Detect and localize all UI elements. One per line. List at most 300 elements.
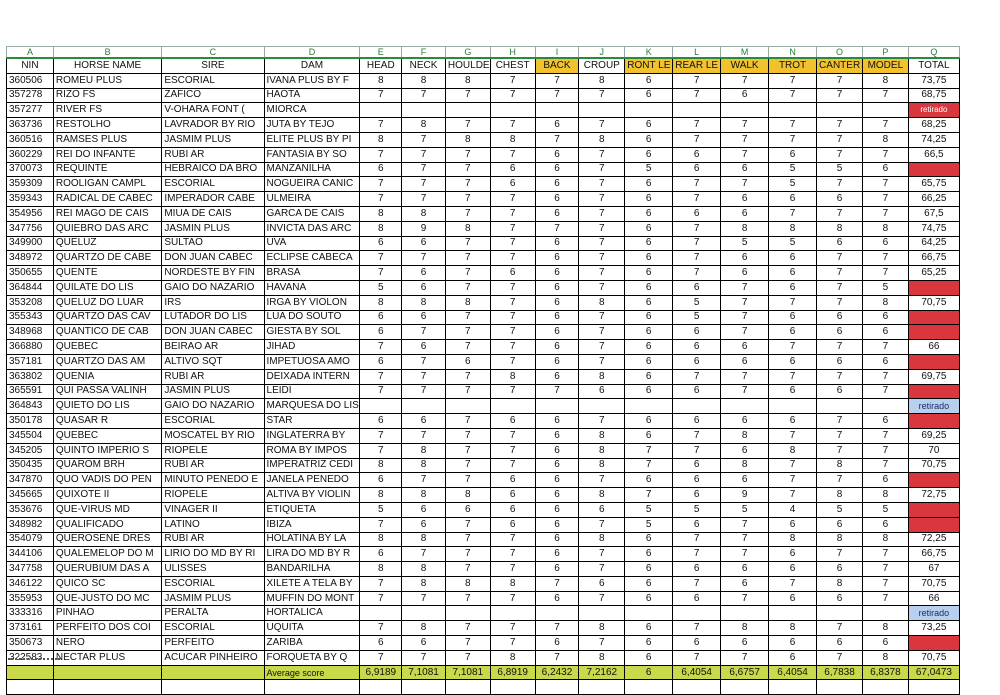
- table-cell[interactable]: 5: [769, 162, 817, 177]
- table-cell[interactable]: 7: [490, 310, 535, 325]
- table-cell[interactable]: [402, 606, 446, 621]
- table-cell[interactable]: 7: [817, 177, 863, 192]
- table-cell[interactable]: 7: [490, 118, 535, 133]
- table-cell[interactable]: 6: [535, 636, 579, 651]
- table-cell[interactable]: 7: [445, 636, 490, 651]
- table-cell[interactable]: 7: [490, 384, 535, 399]
- total-cell[interactable]: [908, 473, 959, 488]
- table-cell[interactable]: JIHAD: [264, 340, 360, 355]
- table-cell[interactable]: [360, 606, 402, 621]
- table-cell[interactable]: GIESTA BY SOL: [264, 325, 360, 340]
- table-cell[interactable]: 345205: [7, 443, 54, 458]
- table-cell[interactable]: [402, 680, 446, 695]
- table-cell[interactable]: QUIXOTE II: [53, 488, 161, 503]
- table-cell[interactable]: 6: [862, 162, 908, 177]
- table-cell[interactable]: PINHAO: [53, 606, 161, 621]
- table-cell[interactable]: 7: [445, 251, 490, 266]
- table-cell[interactable]: QUILATE DO LIS: [53, 280, 161, 295]
- table-cell[interactable]: 5: [625, 502, 673, 517]
- table-cell[interactable]: 6: [625, 88, 673, 103]
- table-cell[interactable]: IMPERADOR CABE: [162, 192, 264, 207]
- table-cell[interactable]: 7: [360, 251, 402, 266]
- average-value[interactable]: 6,8919: [490, 665, 535, 680]
- table-cell[interactable]: QUEBEC: [53, 428, 161, 443]
- table-cell[interactable]: 6: [673, 562, 721, 577]
- table-cell[interactable]: 8: [360, 206, 402, 221]
- table-cell[interactable]: 8: [445, 576, 490, 591]
- total-cell[interactable]: 72,25: [908, 532, 959, 547]
- table-cell[interactable]: 6: [625, 251, 673, 266]
- table-cell[interactable]: 7: [862, 88, 908, 103]
- table-cell[interactable]: 6: [535, 147, 579, 162]
- table-cell[interactable]: 6: [625, 414, 673, 429]
- table-cell[interactable]: 6: [673, 206, 721, 221]
- table-cell[interactable]: 7: [360, 576, 402, 591]
- table-cell[interactable]: 7: [721, 280, 769, 295]
- table-cell[interactable]: 6: [769, 650, 817, 665]
- table-cell[interactable]: LIRA DO MD BY R: [264, 547, 360, 562]
- average-value[interactable]: 6,8378: [862, 665, 908, 680]
- table-cell[interactable]: QUICO SC: [53, 576, 161, 591]
- table-cell[interactable]: 7: [445, 621, 490, 636]
- table-cell[interactable]: 5: [721, 236, 769, 251]
- table-cell[interactable]: 8: [579, 295, 625, 310]
- average-value[interactable]: 6,4054: [769, 665, 817, 680]
- table-cell[interactable]: 8: [862, 221, 908, 236]
- table-cell[interactable]: [769, 399, 817, 414]
- table-cell[interactable]: 7: [490, 562, 535, 577]
- table-cell[interactable]: 4: [769, 502, 817, 517]
- table-cell[interactable]: 7: [490, 591, 535, 606]
- table-cell[interactable]: 6: [535, 354, 579, 369]
- table-cell[interactable]: 8: [360, 295, 402, 310]
- table-cell[interactable]: 7: [402, 384, 446, 399]
- table-cell[interactable]: 8: [402, 458, 446, 473]
- table-cell[interactable]: 355953: [7, 591, 54, 606]
- table-cell[interactable]: 6: [769, 547, 817, 562]
- table-cell[interactable]: 7: [579, 547, 625, 562]
- table-cell[interactable]: [625, 680, 673, 695]
- table-cell[interactable]: ESCORIAL: [162, 177, 264, 192]
- table-cell[interactable]: 7: [445, 428, 490, 443]
- table-cell[interactable]: 6: [625, 428, 673, 443]
- table-cell[interactable]: 6: [721, 340, 769, 355]
- table-cell[interactable]: [402, 399, 446, 414]
- table-cell[interactable]: 7: [769, 369, 817, 384]
- column-header[interactable]: SIRE: [162, 58, 264, 73]
- column-header[interactable]: NECK: [402, 58, 446, 73]
- table-cell[interactable]: [673, 399, 721, 414]
- table-cell[interactable]: HOLATINA BY LA: [264, 532, 360, 547]
- total-cell[interactable]: 70,75: [908, 576, 959, 591]
- table-cell[interactable]: FORQUETA BY Q: [264, 650, 360, 665]
- table-cell[interactable]: [360, 103, 402, 118]
- table-cell[interactable]: 6: [862, 414, 908, 429]
- table-cell[interactable]: QUAROM BRH: [53, 458, 161, 473]
- table-cell[interactable]: 6: [817, 636, 863, 651]
- table-cell[interactable]: 6: [862, 354, 908, 369]
- table-cell[interactable]: 7: [817, 443, 863, 458]
- table-cell[interactable]: ULISSES: [162, 562, 264, 577]
- table-cell[interactable]: 350655: [7, 266, 54, 281]
- table-cell[interactable]: 7: [445, 547, 490, 562]
- total-cell[interactable]: 65,75: [908, 177, 959, 192]
- table-cell[interactable]: 7: [673, 428, 721, 443]
- table-cell[interactable]: UQUITA: [264, 621, 360, 636]
- column-header[interactable]: RONT LE: [625, 58, 673, 73]
- total-cell[interactable]: 73,75: [908, 73, 959, 88]
- table-cell[interactable]: [625, 606, 673, 621]
- table-cell[interactable]: GARCA DE CAIS: [264, 206, 360, 221]
- table-cell[interactable]: 8: [402, 118, 446, 133]
- table-cell[interactable]: 7: [402, 251, 446, 266]
- table-cell[interactable]: 6: [535, 369, 579, 384]
- table-cell[interactable]: GAIO DO NAZARIO: [162, 280, 264, 295]
- table-cell[interactable]: LIRIO DO MD BY RI: [162, 547, 264, 562]
- table-cell[interactable]: 7: [862, 458, 908, 473]
- table-cell[interactable]: 6: [535, 547, 579, 562]
- average-value[interactable]: 6: [625, 665, 673, 680]
- table-cell[interactable]: MUFFIN DO MONT: [264, 591, 360, 606]
- table-cell[interactable]: 7: [579, 236, 625, 251]
- table-cell[interactable]: [862, 399, 908, 414]
- table-cell[interactable]: 6: [721, 206, 769, 221]
- table-cell[interactable]: 7: [862, 443, 908, 458]
- table-cell[interactable]: 8: [721, 221, 769, 236]
- table-cell[interactable]: 7: [445, 206, 490, 221]
- average-value[interactable]: 7,1081: [445, 665, 490, 680]
- column-header[interactable]: CROUP: [579, 58, 625, 73]
- table-cell[interactable]: 6: [625, 280, 673, 295]
- table-cell[interactable]: 7: [721, 325, 769, 340]
- table-cell[interactable]: 7: [579, 147, 625, 162]
- average-value[interactable]: 6,2432: [535, 665, 579, 680]
- table-cell[interactable]: NOGUEIRA CANIC: [264, 177, 360, 192]
- table-cell[interactable]: 354956: [7, 206, 54, 221]
- total-cell[interactable]: [908, 502, 959, 517]
- column-header[interactable]: MODEL: [862, 58, 908, 73]
- table-cell[interactable]: 7: [721, 177, 769, 192]
- table-cell[interactable]: RAMSES PLUS: [53, 132, 161, 147]
- table-cell[interactable]: 6: [769, 147, 817, 162]
- table-cell[interactable]: 7: [445, 310, 490, 325]
- table-cell[interactable]: BEIRAO AR: [162, 340, 264, 355]
- table-cell[interactable]: 7: [862, 266, 908, 281]
- table-cell[interactable]: 7: [445, 532, 490, 547]
- table-cell[interactable]: QUEBEC: [53, 340, 161, 355]
- table-cell[interactable]: 7: [579, 340, 625, 355]
- table-cell[interactable]: REQUINTE: [53, 162, 161, 177]
- table-cell[interactable]: 6: [360, 310, 402, 325]
- table-cell[interactable]: 6: [625, 562, 673, 577]
- table-cell[interactable]: 6: [769, 280, 817, 295]
- table-cell[interactable]: ETIQUETA: [264, 502, 360, 517]
- table-cell[interactable]: 7: [721, 73, 769, 88]
- column-letter[interactable]: E: [360, 47, 402, 59]
- table-cell[interactable]: 6: [817, 236, 863, 251]
- table-cell[interactable]: 7: [490, 636, 535, 651]
- table-cell[interactable]: DON JUAN CABEC: [162, 325, 264, 340]
- table-cell[interactable]: [673, 103, 721, 118]
- table-cell[interactable]: IBIZA: [264, 517, 360, 532]
- table-cell[interactable]: 6: [673, 488, 721, 503]
- table-cell[interactable]: 7: [535, 221, 579, 236]
- table-cell[interactable]: 6: [625, 650, 673, 665]
- table-cell[interactable]: 8: [721, 621, 769, 636]
- table-cell[interactable]: 357278: [7, 88, 54, 103]
- table-cell[interactable]: [817, 103, 863, 118]
- table-cell[interactable]: 5: [625, 517, 673, 532]
- table-cell[interactable]: 6: [862, 310, 908, 325]
- column-header[interactable]: TOTAL: [908, 58, 959, 73]
- table-cell[interactable]: 7: [445, 177, 490, 192]
- column-letter[interactable]: G: [445, 47, 490, 59]
- table-cell[interactable]: 6: [625, 310, 673, 325]
- table-cell[interactable]: 8: [769, 443, 817, 458]
- table-cell[interactable]: JUTA BY TEJO: [264, 118, 360, 133]
- table-cell[interactable]: 6: [625, 369, 673, 384]
- table-cell[interactable]: 350435: [7, 458, 54, 473]
- table-cell[interactable]: 7: [445, 280, 490, 295]
- column-header[interactable]: WALK: [721, 58, 769, 73]
- table-cell[interactable]: 7: [490, 280, 535, 295]
- table-cell[interactable]: 7: [721, 517, 769, 532]
- table-cell[interactable]: QUIETO DO LIS: [53, 399, 161, 414]
- table-cell[interactable]: DON JUAN CABEC: [162, 251, 264, 266]
- table-cell[interactable]: 7: [625, 488, 673, 503]
- average-label[interactable]: Average score: [264, 665, 360, 680]
- table-cell[interactable]: [769, 680, 817, 695]
- table-cell[interactable]: INGLATERRA BY: [264, 428, 360, 443]
- table-cell[interactable]: [264, 680, 360, 695]
- table-cell[interactable]: 6: [445, 354, 490, 369]
- table-cell[interactable]: [817, 399, 863, 414]
- table-cell[interactable]: 7: [402, 162, 446, 177]
- table-cell[interactable]: LATINO: [162, 517, 264, 532]
- table-cell[interactable]: 5: [769, 236, 817, 251]
- table-cell[interactable]: REI DO INFANTE: [53, 147, 161, 162]
- table-cell[interactable]: 7: [817, 206, 863, 221]
- column-letter[interactable]: O: [817, 47, 863, 59]
- table-cell[interactable]: NECTAR PLUS: [53, 650, 161, 665]
- table-cell[interactable]: RUBI AR: [162, 369, 264, 384]
- table-cell[interactable]: 5: [769, 177, 817, 192]
- table-cell[interactable]: 7: [862, 384, 908, 399]
- table-cell[interactable]: 6: [625, 547, 673, 562]
- table-cell[interactable]: 6: [673, 517, 721, 532]
- table-cell[interactable]: 7: [402, 192, 446, 207]
- table-cell[interactable]: ESCORIAL: [162, 576, 264, 591]
- table-cell[interactable]: [579, 399, 625, 414]
- table-cell[interactable]: 7: [817, 73, 863, 88]
- table-cell[interactable]: 6: [490, 177, 535, 192]
- table-cell[interactable]: 7: [579, 88, 625, 103]
- table-cell[interactable]: 7: [535, 621, 579, 636]
- table-cell[interactable]: 7: [769, 488, 817, 503]
- table-cell[interactable]: 7: [445, 118, 490, 133]
- table-cell[interactable]: 7: [673, 621, 721, 636]
- table-cell[interactable]: 348968: [7, 325, 54, 340]
- table-cell[interactable]: 7: [535, 73, 579, 88]
- table-cell[interactable]: NORDESTE BY FIN: [162, 266, 264, 281]
- table-cell[interactable]: 7: [490, 547, 535, 562]
- table-cell[interactable]: 7: [769, 73, 817, 88]
- table-cell[interactable]: [579, 103, 625, 118]
- table-cell[interactable]: 6: [721, 266, 769, 281]
- table-cell[interactable]: ESCORIAL: [162, 621, 264, 636]
- table-cell[interactable]: 7: [402, 147, 446, 162]
- table-cell[interactable]: 7: [817, 473, 863, 488]
- table-cell[interactable]: 6: [721, 576, 769, 591]
- table-cell[interactable]: 7: [673, 118, 721, 133]
- table-cell[interactable]: 7: [445, 236, 490, 251]
- table-cell[interactable]: 6: [721, 443, 769, 458]
- table-cell[interactable]: 7: [721, 310, 769, 325]
- column-letter[interactable]: A: [7, 47, 54, 59]
- table-cell[interactable]: 7: [817, 147, 863, 162]
- table-cell[interactable]: QUARTZO DE CABE: [53, 251, 161, 266]
- table-cell[interactable]: 7: [862, 576, 908, 591]
- table-cell[interactable]: RIOPELE: [162, 488, 264, 503]
- table-cell[interactable]: 8: [445, 221, 490, 236]
- table-cell[interactable]: 6: [721, 251, 769, 266]
- table-cell[interactable]: 7: [673, 576, 721, 591]
- table-cell[interactable]: 7: [360, 88, 402, 103]
- table-cell[interactable]: [402, 103, 446, 118]
- table-cell[interactable]: MIUA DE CAIS: [162, 206, 264, 221]
- table-cell[interactable]: 7: [579, 310, 625, 325]
- table-cell[interactable]: 7: [579, 251, 625, 266]
- table-cell[interactable]: 8: [721, 458, 769, 473]
- table-cell[interactable]: ESCORIAL: [162, 414, 264, 429]
- table-cell[interactable]: 6: [535, 428, 579, 443]
- table-cell[interactable]: 7: [445, 414, 490, 429]
- table-cell[interactable]: 8: [360, 488, 402, 503]
- table-cell[interactable]: 7: [721, 132, 769, 147]
- table-cell[interactable]: 7: [721, 369, 769, 384]
- table-cell[interactable]: 7: [490, 236, 535, 251]
- column-letter[interactable]: C: [162, 47, 264, 59]
- table-cell[interactable]: 345504: [7, 428, 54, 443]
- table-cell[interactable]: 6: [721, 354, 769, 369]
- table-cell[interactable]: 8: [862, 488, 908, 503]
- table-cell[interactable]: 7: [673, 266, 721, 281]
- table-cell[interactable]: QUALEMELOP DO M: [53, 547, 161, 562]
- average-value[interactable]: 67,0473: [908, 665, 959, 680]
- column-letter[interactable]: P: [862, 47, 908, 59]
- table-cell[interactable]: 6: [360, 162, 402, 177]
- table-cell[interactable]: 7: [579, 325, 625, 340]
- table-cell[interactable]: [769, 606, 817, 621]
- table-cell[interactable]: 7: [673, 177, 721, 192]
- table-cell[interactable]: 345665: [7, 488, 54, 503]
- table-cell[interactable]: 6: [673, 354, 721, 369]
- table-cell[interactable]: 348982: [7, 517, 54, 532]
- table-cell[interactable]: 8: [862, 650, 908, 665]
- table-cell[interactable]: 8: [817, 576, 863, 591]
- table-cell[interactable]: 7: [862, 118, 908, 133]
- table-cell[interactable]: 7: [490, 192, 535, 207]
- total-cell[interactable]: 67: [908, 562, 959, 577]
- table-cell[interactable]: 8: [579, 73, 625, 88]
- table-cell[interactable]: 8: [360, 132, 402, 147]
- table-cell[interactable]: SULTAO: [162, 236, 264, 251]
- table-cell[interactable]: 6: [402, 517, 446, 532]
- table-cell[interactable]: 7: [579, 354, 625, 369]
- table-cell[interactable]: [862, 680, 908, 695]
- table-cell[interactable]: 5: [862, 280, 908, 295]
- table-cell[interactable]: 8: [579, 443, 625, 458]
- table-cell[interactable]: 6: [625, 473, 673, 488]
- table-cell[interactable]: 7: [673, 251, 721, 266]
- table-cell[interactable]: 6: [769, 636, 817, 651]
- table-cell[interactable]: [862, 103, 908, 118]
- table-cell[interactable]: 350178: [7, 414, 54, 429]
- table-cell[interactable]: 8: [579, 488, 625, 503]
- table-cell[interactable]: [908, 680, 959, 695]
- total-cell[interactable]: [908, 280, 959, 295]
- table-cell[interactable]: 348972: [7, 251, 54, 266]
- table-cell[interactable]: 7: [817, 369, 863, 384]
- table-cell[interactable]: 7: [360, 650, 402, 665]
- table-cell[interactable]: 7: [445, 325, 490, 340]
- total-cell[interactable]: 66: [908, 591, 959, 606]
- table-cell[interactable]: 7: [862, 192, 908, 207]
- table-cell[interactable]: [721, 103, 769, 118]
- table-cell[interactable]: [7, 665, 54, 680]
- table-cell[interactable]: HEBRAICO DA BRO: [162, 162, 264, 177]
- table-cell[interactable]: [490, 399, 535, 414]
- table-cell[interactable]: RESTOLHO: [53, 118, 161, 133]
- total-cell[interactable]: 70,75: [908, 650, 959, 665]
- table-cell[interactable]: 6: [535, 118, 579, 133]
- table-cell[interactable]: [862, 606, 908, 621]
- table-cell[interactable]: 6: [360, 547, 402, 562]
- column-letter[interactable]: F: [402, 47, 446, 59]
- table-cell[interactable]: [445, 680, 490, 695]
- table-cell[interactable]: 7: [625, 458, 673, 473]
- table-cell[interactable]: 7: [579, 266, 625, 281]
- table-cell[interactable]: 7: [769, 428, 817, 443]
- table-cell[interactable]: 6: [769, 325, 817, 340]
- table-cell[interactable]: ESCORIAL: [162, 73, 264, 88]
- table-cell[interactable]: 8: [862, 73, 908, 88]
- table-cell[interactable]: IRS: [162, 295, 264, 310]
- table-cell[interactable]: 7: [817, 650, 863, 665]
- table-cell[interactable]: 7: [360, 192, 402, 207]
- table-cell[interactable]: 7: [769, 458, 817, 473]
- table-cell[interactable]: 6: [535, 177, 579, 192]
- table-cell[interactable]: [535, 680, 579, 695]
- column-header[interactable]: CHEST: [490, 58, 535, 73]
- table-cell[interactable]: 354079: [7, 532, 54, 547]
- table-cell[interactable]: 9: [721, 488, 769, 503]
- table-cell[interactable]: 5: [817, 162, 863, 177]
- table-cell[interactable]: 7: [490, 88, 535, 103]
- table-cell[interactable]: 6: [535, 562, 579, 577]
- table-cell[interactable]: 6: [625, 532, 673, 547]
- average-value[interactable]: 6,7838: [817, 665, 863, 680]
- table-cell[interactable]: ROOLIGAN CAMPL: [53, 177, 161, 192]
- table-cell[interactable]: PERALTA: [162, 606, 264, 621]
- table-cell[interactable]: 7: [673, 547, 721, 562]
- table-cell[interactable]: 360229: [7, 147, 54, 162]
- table-cell[interactable]: RUBI AR: [162, 458, 264, 473]
- table-cell[interactable]: IVANA PLUS BY F: [264, 73, 360, 88]
- column-header[interactable]: REAR LE: [673, 58, 721, 73]
- table-cell[interactable]: 6: [360, 325, 402, 340]
- table-cell[interactable]: 350673: [7, 636, 54, 651]
